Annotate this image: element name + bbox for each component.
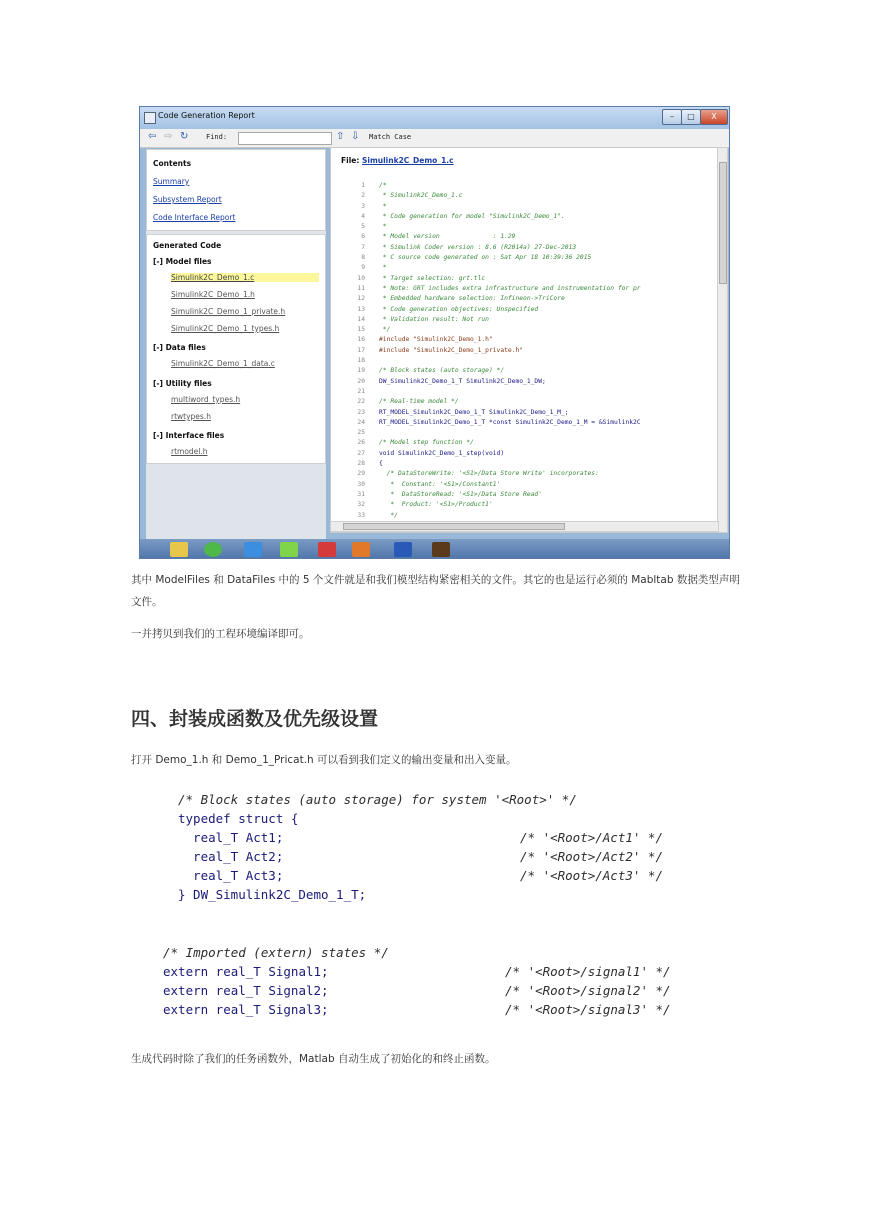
report-toolbar xyxy=(140,129,729,148)
file-name-link[interactable]: Simulink2C_Demo_1.c xyxy=(361,156,454,165)
code-line xyxy=(341,202,719,212)
code-line xyxy=(341,325,719,335)
code-line xyxy=(341,511,719,521)
matlab-icon[interactable] xyxy=(352,542,370,557)
folder-icon[interactable] xyxy=(170,542,188,557)
model-file-link[interactable]: Simulink2C_Demo_1.h xyxy=(171,290,255,299)
line-number: 23 xyxy=(357,408,365,416)
scroll-thumb[interactable] xyxy=(343,523,565,530)
code-line xyxy=(341,263,719,273)
word-icon[interactable] xyxy=(394,542,412,557)
code-text: RT_MODEL_Simulink2C_Demo_1_T *const Simulink2C_Demo_1_M = &Simulink2C xyxy=(379,418,641,426)
match-case-label[interactable]: Match Case xyxy=(369,133,412,141)
code-text: * xyxy=(379,223,387,231)
code-snippet-text: real_T Act3; xyxy=(178,868,284,883)
code-text: void Simulink2C_Demo_1_step(void) xyxy=(379,449,505,457)
scroll-thumb[interactable] xyxy=(719,162,727,284)
code-snippet-extern xyxy=(163,943,723,1023)
code-snippet-comment: /* '<Root>/signal1' */ xyxy=(505,964,671,979)
game-icon[interactable] xyxy=(432,542,450,557)
code-text: * Code generation objectives: Unspecified xyxy=(379,305,539,313)
code-line xyxy=(341,191,719,201)
code-line xyxy=(341,366,719,376)
close-button[interactable]: X xyxy=(700,109,728,125)
code-text: * xyxy=(379,264,387,272)
code-text: * Target selection: grt.tlc xyxy=(379,274,486,282)
code-line xyxy=(341,480,719,490)
line-number: 6 xyxy=(361,233,365,241)
code-text: * Embedded hardware selection: Infineon->TriCore xyxy=(379,295,565,303)
code-snippet-text: extern real_T Signal1; xyxy=(163,964,329,979)
code-snippet-comment: /* '<Root>/signal3' */ xyxy=(505,1002,671,1017)
find-input[interactable] xyxy=(238,132,332,145)
code-text: */ xyxy=(379,511,398,519)
paragraph-copy-note: 一并拷贝到我们的工程环境编译即可。 xyxy=(131,628,310,640)
code-text: DW_Simulink2C_Demo_1_T Simulink2C_Demo_1_DW; xyxy=(379,377,546,385)
code-text: * Validation result: Not run xyxy=(379,315,489,323)
subsystem-report-link[interactable]: Subsystem Report xyxy=(153,195,222,204)
code-text: * Note: GRT includes extra infrastructure and instrumentation for pr xyxy=(379,284,641,292)
line-number: 16 xyxy=(357,336,365,344)
code-snippet-line xyxy=(163,962,671,981)
data-files-group[interactable]: [-] Data files xyxy=(153,343,206,352)
code-line xyxy=(341,315,719,325)
contents-heading: Contents xyxy=(153,159,192,168)
code-snippet-text: real_T Act1; xyxy=(178,830,284,845)
app-icon[interactable] xyxy=(318,542,336,557)
code-text: * Product: '<S1>/Product1' xyxy=(379,501,493,509)
code-line xyxy=(341,449,719,459)
utility-file-link[interactable]: rtwtypes.h xyxy=(171,412,211,421)
line-number: 5 xyxy=(361,223,365,231)
code-snippet-text: /* Block states (auto storage) for system '<Root>' */ xyxy=(178,792,577,807)
find-next-icon[interactable]: ⇩ xyxy=(351,131,360,142)
window-title: Code Generation Report xyxy=(158,111,255,120)
code-text: #include "Simulink2C_Demo_1_private.h" xyxy=(379,346,524,354)
interface-files-group[interactable]: [-] Interface files xyxy=(153,431,225,440)
line-number: 8 xyxy=(361,254,365,262)
code-line xyxy=(341,335,719,345)
line-number: 3 xyxy=(361,202,365,210)
line-number: 21 xyxy=(357,387,365,395)
line-number: 24 xyxy=(357,418,365,426)
code-text: /* DataStoreWrite: '<S1>/Data Store Write' incorporates: xyxy=(379,470,599,478)
code-snippet-line xyxy=(178,790,577,809)
code-line xyxy=(341,377,719,387)
code-snippet-line xyxy=(178,828,663,847)
line-number: 13 xyxy=(357,305,365,313)
line-number: 18 xyxy=(357,357,365,365)
code-text: * C source code generated on : Sat Apr 18 10:39:36 2015 xyxy=(379,254,592,262)
code-line xyxy=(341,243,719,253)
source-code-listing xyxy=(341,181,719,521)
code-text: */ xyxy=(379,326,391,334)
code-text: * Simulink Coder version : 8.6 (R2014a) 27-Dec-2013 xyxy=(379,243,577,251)
code-line xyxy=(341,181,719,191)
utility-file-link[interactable]: multiword_types.h xyxy=(171,395,241,404)
report-navigation-pane xyxy=(146,149,326,545)
refresh-icon[interactable]: ↻ xyxy=(180,131,189,142)
line-number: 15 xyxy=(357,326,365,334)
find-previous-icon[interactable]: ⇧ xyxy=(336,131,345,142)
code-text: #include "Simulink2C_Demo_1.h" xyxy=(379,336,493,344)
model-files-group[interactable]: [-] Model files xyxy=(153,257,212,266)
line-number: 27 xyxy=(357,449,365,457)
code-line xyxy=(341,284,719,294)
code-text: /* xyxy=(379,182,387,189)
code-file-header xyxy=(341,156,454,165)
code-snippet-line xyxy=(178,866,663,885)
code-text: /* Model step function */ xyxy=(379,439,474,447)
code-text: /* Real-time model */ xyxy=(379,398,459,406)
code-text: { xyxy=(379,460,383,468)
line-number: 22 xyxy=(357,398,365,406)
section-heading: 四、封装成函数及优先级设置 xyxy=(131,708,379,730)
code-view-pane xyxy=(330,147,719,533)
app-icon xyxy=(144,112,156,124)
code-line xyxy=(341,387,719,397)
code-line xyxy=(341,346,719,356)
code-line xyxy=(341,305,719,315)
line-number: 1 xyxy=(361,182,365,189)
browser-icon[interactable] xyxy=(204,542,222,557)
model-file-link[interactable]: Simulink2C_Demo_1_private.h xyxy=(171,307,286,316)
code-line xyxy=(341,212,719,222)
code-snippet-line xyxy=(178,809,298,828)
code-line xyxy=(341,428,719,438)
code-line xyxy=(341,232,719,242)
code-line xyxy=(341,356,719,366)
windows-taskbar xyxy=(140,539,729,559)
interface-file-link[interactable]: rtmodel.h xyxy=(171,447,208,456)
window-titlebar xyxy=(140,107,729,129)
contents-panel xyxy=(146,149,326,231)
utility-files-group[interactable]: [-] Utility files xyxy=(153,379,212,388)
code-line xyxy=(341,469,719,479)
code-snippet-line xyxy=(163,1000,671,1019)
code-snippet-line xyxy=(178,847,663,866)
code-snippet-comment: /* '<Root>/Act2' */ xyxy=(520,849,663,864)
code-snippet-line xyxy=(163,943,389,962)
line-number: 17 xyxy=(357,346,365,354)
code-snippet-line xyxy=(163,981,671,1000)
code-snippet-text: } DW_Simulink2C_Demo_1_T; xyxy=(178,887,367,902)
code-snippet-comment: /* '<Root>/Act3' */ xyxy=(520,868,663,883)
chat-icon[interactable] xyxy=(280,542,298,557)
code-snippet-comment: /* '<Root>/Act1' */ xyxy=(520,830,663,845)
code-snippet-comment: /* '<Root>/signal2' */ xyxy=(505,983,671,998)
model-file-link[interactable]: Simulink2C_Demo_1.c xyxy=(171,273,319,282)
line-number: 4 xyxy=(361,212,365,220)
line-number: 33 xyxy=(357,511,365,519)
line-number: 7 xyxy=(361,243,365,251)
line-number: 12 xyxy=(357,295,365,303)
line-number: 9 xyxy=(361,264,365,272)
summary-link[interactable]: Summary xyxy=(153,177,190,186)
find-label: Find: xyxy=(206,133,228,141)
line-number: 2 xyxy=(361,192,365,200)
code-snippet-struct xyxy=(178,790,738,908)
paragraph-model-files: 其中 ModelFiles 和 DataFiles 中的 5 个文件就是和我们模型结构紧密相关的文件。其它的也是运行必须的 Mabltab 数据类型声明文件。 xyxy=(131,574,740,608)
code-generation-report-screenshot xyxy=(139,106,730,559)
back-arrow-icon[interactable]: ⇦ xyxy=(148,131,157,142)
code-line xyxy=(341,500,719,510)
code-line xyxy=(341,418,719,428)
editor-icon[interactable] xyxy=(244,542,262,557)
code-snippet-text: extern real_T Signal3; xyxy=(163,1002,329,1017)
code-text: /* Block states (auto storage) */ xyxy=(379,367,505,375)
code-line xyxy=(341,274,719,284)
code-snippet-text: /* Imported (extern) states */ xyxy=(163,945,389,960)
code-line xyxy=(341,294,719,304)
code-snippet-line xyxy=(178,885,366,904)
horizontal-scrollbar[interactable] xyxy=(330,521,719,532)
code-line xyxy=(341,408,719,418)
line-number: 29 xyxy=(357,470,365,478)
model-file-link[interactable]: Simulink2C_Demo_1_types.h xyxy=(171,324,280,333)
vertical-scrollbar[interactable] xyxy=(717,147,728,533)
code-snippet-text: real_T Act2; xyxy=(178,849,284,864)
line-number: 14 xyxy=(357,315,365,323)
line-number: 10 xyxy=(357,274,365,282)
code-text: * xyxy=(379,202,387,210)
code-text: * Model version : 1.29 xyxy=(379,233,516,241)
code-line xyxy=(341,397,719,407)
code-line xyxy=(341,438,719,448)
code-text: * Constant: '<S1>/Constant1' xyxy=(379,480,501,488)
code-text: * Simulink2C_Demo_1.c xyxy=(379,192,463,200)
line-number: 32 xyxy=(357,501,365,509)
paragraph-init-functions: 生成代码时除了我们的任务函数外，Matlab 自动生成了初始化的和终止函数。 xyxy=(131,1053,496,1065)
forward-arrow-icon[interactable]: ⇨ xyxy=(164,131,173,142)
paragraph-open-headers: 打开 Demo_1.h 和 Demo_1_Pricat.h 可以看到我们定义的输出变量和出入变量。 xyxy=(131,754,517,766)
code-line xyxy=(341,490,719,500)
maximize-button[interactable]: □ xyxy=(681,109,701,125)
data-file-link[interactable]: Simulink2C_Demo_1_data.c xyxy=(171,359,275,368)
line-number: 26 xyxy=(357,439,365,447)
code-line xyxy=(341,459,719,469)
line-number: 20 xyxy=(357,377,365,385)
line-number: 25 xyxy=(357,429,365,437)
line-number: 30 xyxy=(357,480,365,488)
line-number: 19 xyxy=(357,367,365,375)
minimize-button[interactable]: – xyxy=(662,109,682,125)
code-text: * Code generation for model "Simulink2C_Demo_1". xyxy=(379,212,565,220)
generated-code-panel xyxy=(146,234,326,464)
code-line xyxy=(341,222,719,232)
code-snippet-text: typedef struct { xyxy=(178,811,299,826)
code-text: RT_MODEL_Simulink2C_Demo_1_T Simulink2C_Demo_1_M_; xyxy=(379,408,569,416)
code-interface-report-link[interactable]: Code Interface Report xyxy=(153,213,236,222)
file-label: File: xyxy=(341,156,360,165)
line-number: 28 xyxy=(357,460,365,468)
generated-code-heading: Generated Code xyxy=(153,241,222,250)
code-snippet-text: extern real_T Signal2; xyxy=(163,983,329,998)
line-number: 11 xyxy=(357,284,365,292)
line-number: 31 xyxy=(357,490,365,498)
code-text: * DataStoreRead: '<S1>/Data Store Read' xyxy=(379,490,543,498)
code-line xyxy=(341,253,719,263)
